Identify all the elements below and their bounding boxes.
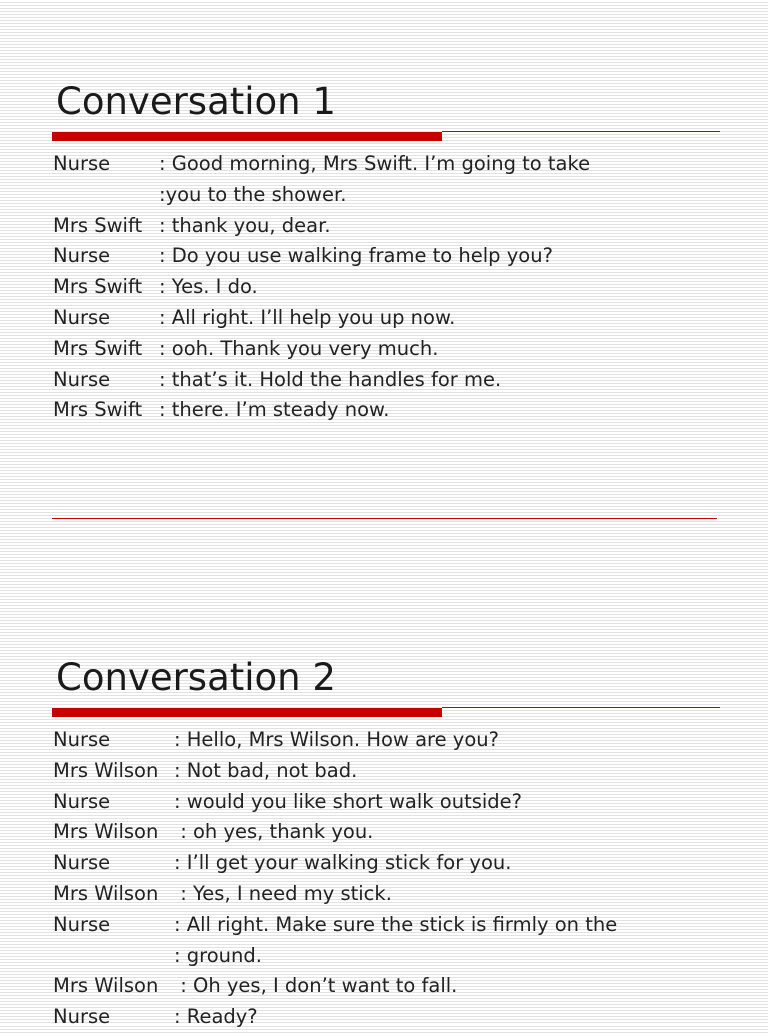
speaker-label: Nurse (53, 305, 111, 329)
dialog-line (53, 787, 617, 818)
dialog-text: : Oh yes, I don’t want to fall. (174, 974, 458, 998)
dialog-text: : Hello, Mrs Wilson. How are you? (174, 728, 499, 751)
dialog-line (53, 149, 590, 180)
conversation-1-title: Conversation 1 (56, 80, 336, 123)
speaker-label: Mrs Swift (53, 398, 143, 422)
dialog-line (53, 971, 617, 1002)
slide-conversation-2 (0, 520, 768, 1029)
dialog-text: : Not bad, not bad. (174, 758, 358, 782)
title-underline-thick (52, 132, 442, 141)
speaker-label: Nurse (53, 1005, 111, 1029)
speaker-label: Nurse (53, 789, 111, 813)
speaker-label: Mrs Wilson (53, 820, 159, 844)
dialog-text: : ground. (174, 943, 262, 967)
dialog-line (53, 817, 617, 848)
conversation-2-title: Conversation 2 (56, 656, 336, 699)
dialog-text: : Good morning, Mrs Swift. I’m going to take (159, 152, 591, 175)
dialog-line (53, 395, 590, 426)
dialog-line (53, 879, 617, 910)
dialog-line (53, 211, 590, 242)
dialog-line (53, 365, 590, 396)
speaker-label: Mrs Swift (53, 275, 143, 299)
speaker-label: Nurse (53, 152, 111, 175)
title-underline-thin (442, 707, 720, 708)
speaker-label: Nurse (53, 912, 111, 936)
dialog-line (53, 848, 617, 879)
speaker-label: Nurse (53, 851, 111, 875)
speaker-label (53, 180, 159, 211)
title-underline (52, 707, 720, 717)
speaker-label (53, 941, 174, 972)
dialog-line (53, 241, 590, 272)
dialog-line (53, 725, 617, 756)
speaker-label: Mrs Wilson (53, 881, 159, 905)
speaker-label: Nurse (53, 244, 111, 268)
title-underline-thin (442, 131, 720, 132)
dialog-text: : that’s it. Hold the handles for me. (159, 367, 502, 391)
conversation-2-dialog (53, 725, 617, 1033)
speaker-label: Nurse (53, 367, 111, 391)
speaker-label: Mrs Wilson (53, 974, 159, 998)
dialog-text: : I’ll get your walking stick for you. (174, 851, 512, 875)
dialog-text: : Yes. I do. (159, 275, 258, 299)
dialog-text: : there. I’m steady now. (159, 398, 390, 422)
dialog-line (53, 756, 617, 787)
speaker-label: Mrs Swift (53, 336, 143, 360)
title-underline-thick (52, 708, 442, 717)
dialog-text: :you to the shower. (159, 182, 347, 206)
speaker-label: Nurse (53, 728, 111, 751)
conversation-1-dialog (53, 149, 590, 426)
dialog-text: : thank you, dear. (159, 213, 331, 237)
dialog-line (53, 272, 590, 303)
dialog-line (53, 303, 590, 334)
dialog-line (53, 1002, 617, 1033)
slide-divider (52, 518, 717, 519)
dialog-line (53, 180, 590, 211)
dialog-line (53, 941, 617, 972)
speaker-label: Mrs Swift (53, 213, 143, 237)
dialog-text: : Ready? (174, 1005, 258, 1029)
dialog-text: : would you like short walk outside? (174, 789, 523, 813)
title-underline (52, 131, 720, 141)
dialog-text: : All right. Make sure the stick is firmly on the (174, 912, 618, 936)
dialog-text: : Yes, I need my stick. (174, 881, 392, 905)
dialog-text: : oh yes, thank you. (174, 820, 374, 844)
speaker-label: Mrs Wilson (53, 758, 159, 782)
dialog-line (53, 334, 590, 365)
dialog-text: : Do you use walking frame to help you? (159, 244, 553, 268)
dialog-text: : ooh. Thank you very much. (159, 336, 439, 360)
dialog-line (53, 910, 617, 941)
dialog-text: : All right. I’ll help you up now. (159, 305, 456, 329)
